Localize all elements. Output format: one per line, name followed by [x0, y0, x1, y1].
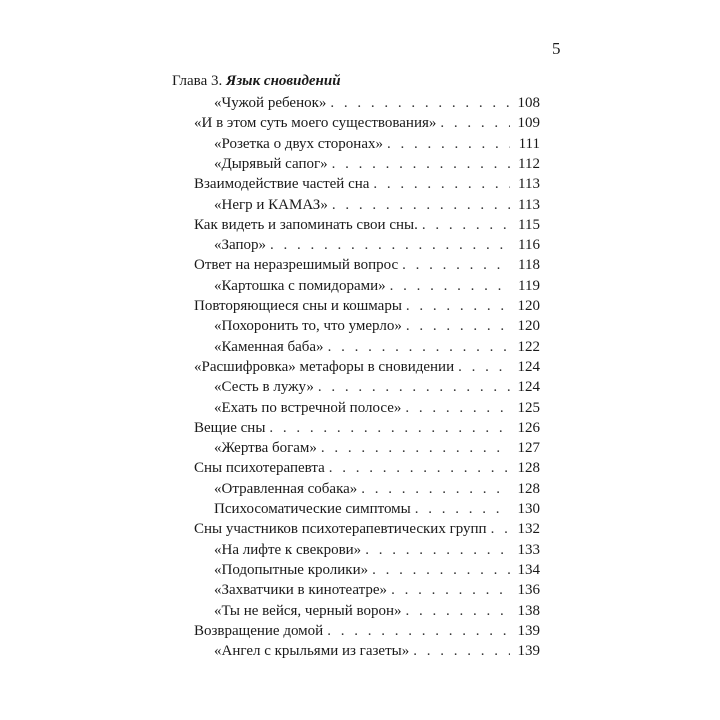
toc-entry-title: «Негр и КАМАЗ»: [214, 197, 328, 213]
toc-entry-page-number: 112: [518, 156, 540, 172]
page-number: 5: [552, 39, 561, 58]
toc-entry: [214, 155, 540, 173]
toc-entry: [214, 500, 540, 518]
toc-entry-title: «Ехать по встречной полосе»: [214, 400, 402, 416]
dot-leader: [372, 561, 510, 579]
dot-leader: [332, 155, 510, 173]
dot-leader: [413, 642, 510, 660]
toc-entry: [194, 297, 540, 315]
toc-entry-title: «Розетка о двух сторонах»: [214, 136, 383, 152]
dot-leader: [387, 135, 510, 153]
toc-entry: [214, 338, 540, 356]
dot-leader: [373, 175, 510, 193]
toc-entry-title: «Каменная баба»: [214, 339, 324, 355]
dot-leader: [491, 520, 510, 538]
toc-entry-page-number: 115: [518, 217, 540, 233]
toc-entry: [194, 419, 540, 437]
dot-leader: [269, 419, 510, 437]
dot-leader: [391, 581, 510, 599]
toc-entry: [214, 602, 540, 620]
toc-entry-page-number: 130: [517, 501, 540, 517]
toc-entry: [194, 520, 540, 538]
toc-entry: [214, 94, 540, 112]
toc-entry-title: «Похоронить то, что умерло»: [214, 318, 402, 334]
dot-leader: [330, 94, 510, 112]
toc-entry-title: Сны участников психотерапевтических групп: [194, 521, 487, 537]
toc-entry-title: «Запор»: [214, 237, 267, 253]
dot-leader: [406, 317, 510, 335]
dot-leader: [440, 114, 510, 132]
toc-entry: [194, 175, 540, 193]
toc-entry: [214, 317, 540, 335]
toc-entry-title: Сны психотерапевта: [194, 460, 325, 476]
toc-entry-page-number: 119: [518, 278, 540, 294]
toc-entry-title: «Ты не вейся, черный ворон»: [214, 603, 402, 619]
toc-entry-title: Повторяющиеся сны и кошмары: [194, 298, 402, 314]
toc-entry-page-number: 134: [517, 562, 540, 578]
dot-leader: [329, 459, 510, 477]
toc-entry-title: Как видеть и запоминать свои сны.: [194, 217, 418, 233]
toc-entry-title: Ответ на неразрешимый вопрос: [194, 257, 399, 273]
toc-entry-title: «Ангел с крыльями из газеты»: [214, 643, 410, 659]
toc-entry-page-number: 132: [517, 521, 540, 537]
toc-entry: [214, 480, 540, 498]
toc-entry-page-number: 116: [518, 237, 540, 253]
toc-entry: [214, 439, 540, 457]
dot-leader: [406, 297, 510, 315]
toc-entry-page-number: 124: [517, 359, 540, 375]
dot-leader: [328, 338, 510, 356]
toc-entry-page-number: 111: [518, 136, 540, 152]
toc-entry-page-number: 113: [518, 176, 540, 192]
toc-entry-page-number: 122: [517, 339, 540, 355]
dot-leader: [458, 358, 510, 376]
toc-entry: [214, 399, 540, 417]
toc-entry-title: «Жертва богам»: [214, 440, 317, 456]
dot-leader: [321, 439, 510, 457]
toc-entry-title: «На лифте к свекрови»: [214, 542, 362, 558]
toc-entry-page-number: 136: [517, 582, 540, 598]
toc-entry-page-number: 138: [517, 603, 540, 619]
toc-entry-title: «Расшифровка» метафоры в сновидении: [194, 359, 455, 375]
toc-entry-title: Возвращение домой: [194, 623, 324, 639]
dot-leader: [270, 236, 510, 254]
dot-leader: [405, 399, 510, 417]
toc-entry: [214, 135, 540, 153]
toc-entry: [194, 459, 540, 477]
dot-leader: [318, 378, 510, 396]
chapter-title: Язык сновидений: [225, 73, 341, 89]
toc-entry-page-number: 139: [517, 643, 540, 659]
dot-leader: [327, 622, 510, 640]
dot-leader: [402, 256, 510, 274]
toc-entry-title: Психосоматические симптомы: [214, 501, 411, 517]
toc-entry-page-number: 124: [517, 379, 540, 395]
dot-leader: [415, 500, 510, 518]
toc-entry-page-number: 113: [518, 197, 540, 213]
toc-entry: [214, 378, 540, 396]
toc-entry: [194, 256, 540, 274]
toc-entry-page-number: 126: [517, 420, 540, 436]
dot-leader: [390, 277, 510, 295]
toc-entry-title: «Отравленная собака»: [214, 481, 358, 497]
toc-entry-page-number: 125: [517, 400, 540, 416]
toc-entry-page-number: 108: [517, 95, 540, 111]
toc-entry-page-number: 128: [517, 460, 540, 476]
toc-entry-page-number: 139: [517, 623, 540, 639]
toc-entry-title: «Захватчики в кинотеатре»: [214, 582, 388, 598]
toc-entry: [214, 581, 540, 599]
dot-leader: [332, 196, 510, 214]
toc-entry-title: «Дырявый сапог»: [214, 156, 328, 172]
toc-entry-title: «Подопытные кролики»: [214, 562, 369, 578]
toc-entry: [194, 114, 540, 132]
toc-entry-page-number: 120: [517, 298, 540, 314]
toc-entry-title: «И в этом суть моего существования»: [194, 115, 437, 131]
toc-entry-page-number: 133: [517, 542, 540, 558]
toc-entry-page-number: 127: [517, 440, 540, 456]
toc-entry-title: Взаимодействие частей сна: [194, 176, 370, 192]
toc-entry-page-number: 118: [518, 257, 540, 273]
toc-entry-page-number: 120: [517, 318, 540, 334]
dot-leader: [365, 541, 510, 559]
toc-entry-title: «Картошка с помидорами»: [214, 278, 386, 294]
dot-leader: [406, 602, 510, 620]
toc-entry: [214, 196, 540, 214]
toc-entry-page-number: 128: [517, 481, 540, 497]
toc-entry: [194, 622, 540, 640]
toc-entry: [214, 236, 540, 254]
toc-entry: [214, 277, 540, 295]
toc-entry: [194, 358, 540, 376]
chapter-heading: [172, 72, 341, 90]
toc-entry: [194, 216, 540, 234]
toc-entry-title: Вещие сны: [194, 420, 266, 436]
toc-entry: [214, 561, 540, 579]
dot-leader: [422, 216, 510, 234]
toc-entry-page-number: 109: [517, 115, 540, 131]
toc-entry: [214, 642, 540, 660]
dot-leader: [361, 480, 510, 498]
toc-entry-title: «Сесть в лужу»: [214, 379, 314, 395]
toc-entry: [214, 541, 540, 559]
toc-entry-title: «Чужой ребенок»: [214, 95, 327, 111]
chapter-prefix: Глава 3.: [172, 73, 223, 89]
